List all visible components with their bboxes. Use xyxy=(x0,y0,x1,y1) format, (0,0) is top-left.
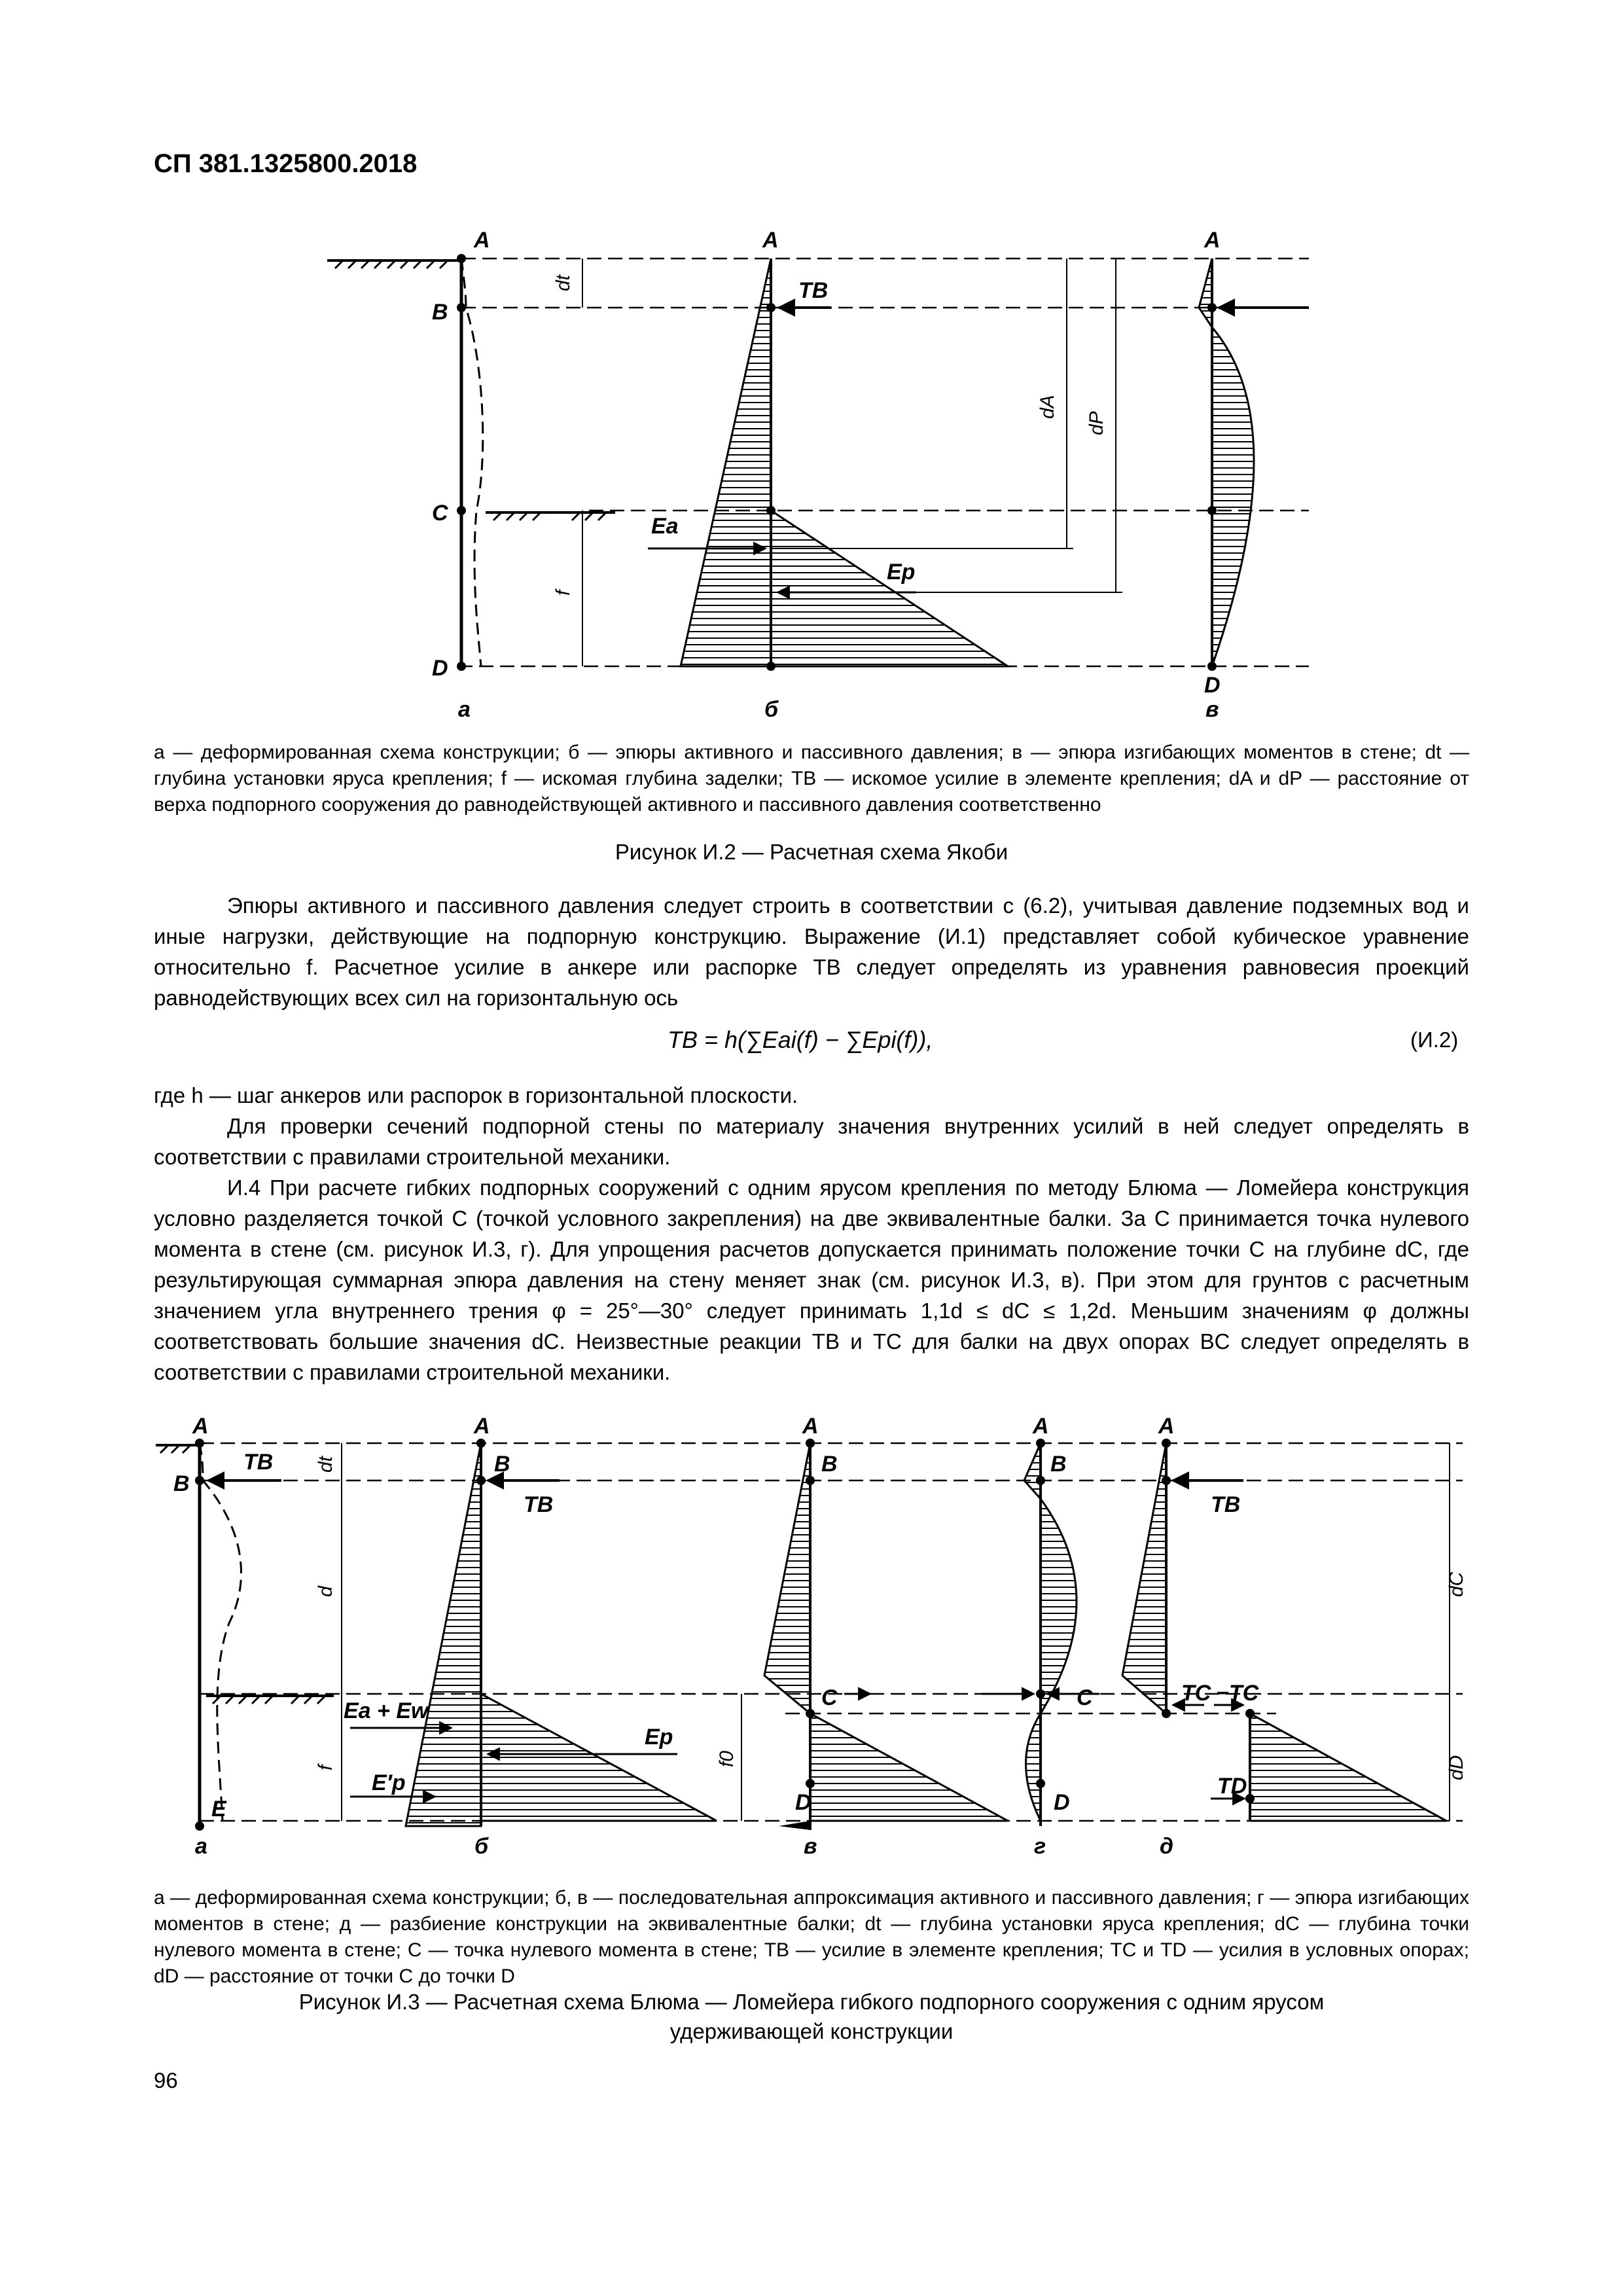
active-approx-i3-v xyxy=(764,1443,810,1713)
paragraph-2: где h — шаг анкеров или распорок в горизонтальной плоскости. xyxy=(154,1083,798,1107)
label-f: f xyxy=(552,590,574,596)
lower-beam-i3-d xyxy=(1250,1713,1446,1821)
ground-hatch xyxy=(335,260,606,520)
point-C-b xyxy=(766,506,776,515)
moment-diagram-v xyxy=(1199,259,1254,666)
p3-label-b: б xyxy=(474,1834,489,1859)
label-D-v: D xyxy=(1204,673,1221,698)
panel-label-a: а xyxy=(458,697,471,722)
label-Ep: Ep xyxy=(887,560,916,584)
l3-TD: TD xyxy=(1217,1774,1247,1799)
point-B-b xyxy=(766,303,776,312)
figure-i2-title: Рисунок И.2 — Расчетная схема Якоби xyxy=(615,840,1008,864)
point-C-a xyxy=(457,506,466,515)
point-B-a xyxy=(457,303,466,312)
active-pressure-i3-b xyxy=(406,1443,481,1826)
l3-dC: dC xyxy=(1446,1571,1467,1597)
l3-TC: TC xyxy=(1181,1681,1211,1706)
l3-dD: dD xyxy=(1446,1755,1467,1780)
point-B-v xyxy=(1207,303,1217,312)
l3-C-g: C xyxy=(1077,1685,1093,1710)
point-C-v xyxy=(1207,506,1217,515)
l3-A-g: A xyxy=(1033,1414,1049,1439)
label-Ea: Ea xyxy=(651,514,679,539)
label-dP: dP xyxy=(1086,411,1107,435)
formula-i2: TB = h(∑Eai(f) − ∑Epi(f)), xyxy=(668,1026,933,1053)
p3-label-v: в xyxy=(804,1834,817,1859)
p3-label-a: а xyxy=(195,1834,207,1859)
figure-i3-title-line1: Рисунок И.3 — Расчетная схема Блюма — Ломейера гибкого подпорного сооружения с одним ярусом xyxy=(298,1990,1325,2014)
l3-d: d xyxy=(315,1586,336,1597)
l3-Ep-prime: E′p xyxy=(372,1770,406,1795)
panel-label-v: в xyxy=(1205,697,1219,722)
l3-TB-b: TB xyxy=(524,1492,554,1517)
l3-f0: f0 xyxy=(716,1750,738,1767)
point-D-v xyxy=(1207,662,1217,671)
figure-i2-caption: а — деформированная схема конструкции; б — эпюры активного и пассивного давления; в — эпюра изгибающих моментов в стене; dt — глубина установки яруса крепления; f — искомая глубина заделки; TB — искомое усилие в элементе крепления; dA и dP — расстояние от верха подпорного сооружения до равнодействующей активного и пассивного давления соответственно xyxy=(154,742,1469,816)
p3-label-d: д xyxy=(1160,1834,1174,1859)
l3-A-d: A xyxy=(1158,1414,1175,1439)
l3-TB-a: TB xyxy=(243,1450,274,1475)
ground-surface xyxy=(327,260,615,512)
page-number: 96 xyxy=(154,2068,178,2092)
document-code: СП 381.1325800.2018 xyxy=(154,149,418,178)
paragraph-3: Для проверки сечений подпорной стены по материалу значения внутренних усилий в ней следует определять в соответствии с правилами строительной механики. xyxy=(154,1114,1469,1169)
l3-D-v: D xyxy=(795,1790,812,1815)
figure-i3-title-line2: удерживающей конструкции xyxy=(669,2019,954,2043)
label-A-v: A xyxy=(1204,228,1221,253)
p3-label-g: г xyxy=(1034,1834,1046,1859)
formula-number: (И.2) xyxy=(1410,1028,1459,1052)
label-A-b: A xyxy=(762,228,779,253)
point-D-a xyxy=(457,662,466,671)
l3-E-a: E xyxy=(211,1797,226,1821)
passive-pressure-i3-b xyxy=(481,1694,717,1821)
l3-B-a: B xyxy=(173,1471,190,1496)
passive-approx-i3-v xyxy=(810,1713,1008,1821)
active-pressure-b xyxy=(681,259,771,666)
l3-B-v: B xyxy=(821,1452,838,1477)
body-text-2 xyxy=(154,1080,1469,1388)
label-D-a: D xyxy=(432,656,448,681)
body-text-1 xyxy=(154,890,1469,1013)
figure-i2-diagram xyxy=(314,223,1322,733)
moment-diagram-i3-g xyxy=(1024,1443,1077,1821)
l3-f: f xyxy=(315,1765,336,1770)
paragraph-4: И.4 При расчете гибких подпорных сооружений с одним ярусом крепления по методу Блюма — Ломейера конструкция условно разделяется точкой C (точкой условного закрепления) на две эквивалентные балки. За C принимается точка нулевого момента в стене (см. рисунок И.3, г). Для упрощения расчетов допускается принимать положение точки C на глубине dC, где результирующая суммарная эпюра давления на стену меняет знак (см. рисунок И.3, в). При этом для грунтов с расчетным значением угла внутреннего трения φ = 25°—30° следует принимать 1,1d ≤ dC ≤ 1,2d. Меньшим значениям φ должны соответствовать большие значения dC. Неизвестные реакции TB и TC для балки на двух опорах BC следует определять в соответствии с правилами строительной механики. xyxy=(154,1175,1469,1384)
label-A-a: A xyxy=(474,228,490,253)
upper-beam-i3-d xyxy=(1122,1443,1166,1713)
l3-C-v: C xyxy=(821,1685,838,1710)
l3-A-b: A xyxy=(474,1414,490,1439)
label-dA: dA xyxy=(1037,395,1058,419)
l3-EaEw: Ea + Ew xyxy=(344,1698,429,1723)
tail-i3-v xyxy=(779,1821,810,1830)
deformed-wall-i3-a xyxy=(200,1443,241,1821)
label-dt: dt xyxy=(552,274,574,291)
l3-dt: dt xyxy=(315,1456,336,1473)
l3-mTC: −TC xyxy=(1216,1681,1259,1706)
l3-B-g: B xyxy=(1050,1452,1067,1477)
passive-pressure-b xyxy=(771,511,1008,666)
l3-A-a: A xyxy=(192,1414,209,1439)
label-B-a: B xyxy=(432,300,448,325)
figure-i3-caption: а — деформированная схема конструкции; б, в — последовательная аппроксимация активного и пассивного давления; г — эпюра изгибающих моментов в стене; д — разбиение конструкции на эквивалентные балки; dt — глубина установки яруса крепления; dC — глубина точки нулевого момента в стене; C — точка нулевого момента в стене; TB — усилие в элементе крепления; TC и TD — усилия в условных опорах; dD — расстояние от точки C до точки D xyxy=(154,1887,1469,1987)
paragraph-1: Эпюры активного и пассивного давления следует строить в соответствии с (6.2), учитывая давление подземных вод и иные нагрузки, действующие на подпорную конструкцию. Выражение (И.1) представляет собой кубическое уравнение относительно f. Расчетное усилие в анкере или распорке TB следует определять из уравнения равновесия проекций равнодействующих всех сил на горизонтальную ось xyxy=(154,893,1469,1010)
l3-TB-d: TB xyxy=(1211,1492,1241,1517)
l3-Ep: Ep xyxy=(645,1725,673,1749)
figure-i3-diagram xyxy=(151,1394,1472,1865)
deformed-wall-a xyxy=(461,259,483,666)
l3-B-b: B xyxy=(494,1452,510,1477)
l3-D-g: D xyxy=(1054,1790,1070,1815)
label-C-a: C xyxy=(432,501,448,526)
l3-A-v: A xyxy=(802,1414,819,1439)
point-A-a xyxy=(457,254,466,263)
point-D-b xyxy=(766,662,776,671)
label-TB-b: TB xyxy=(798,278,829,303)
panel-label-b: б xyxy=(764,697,779,722)
